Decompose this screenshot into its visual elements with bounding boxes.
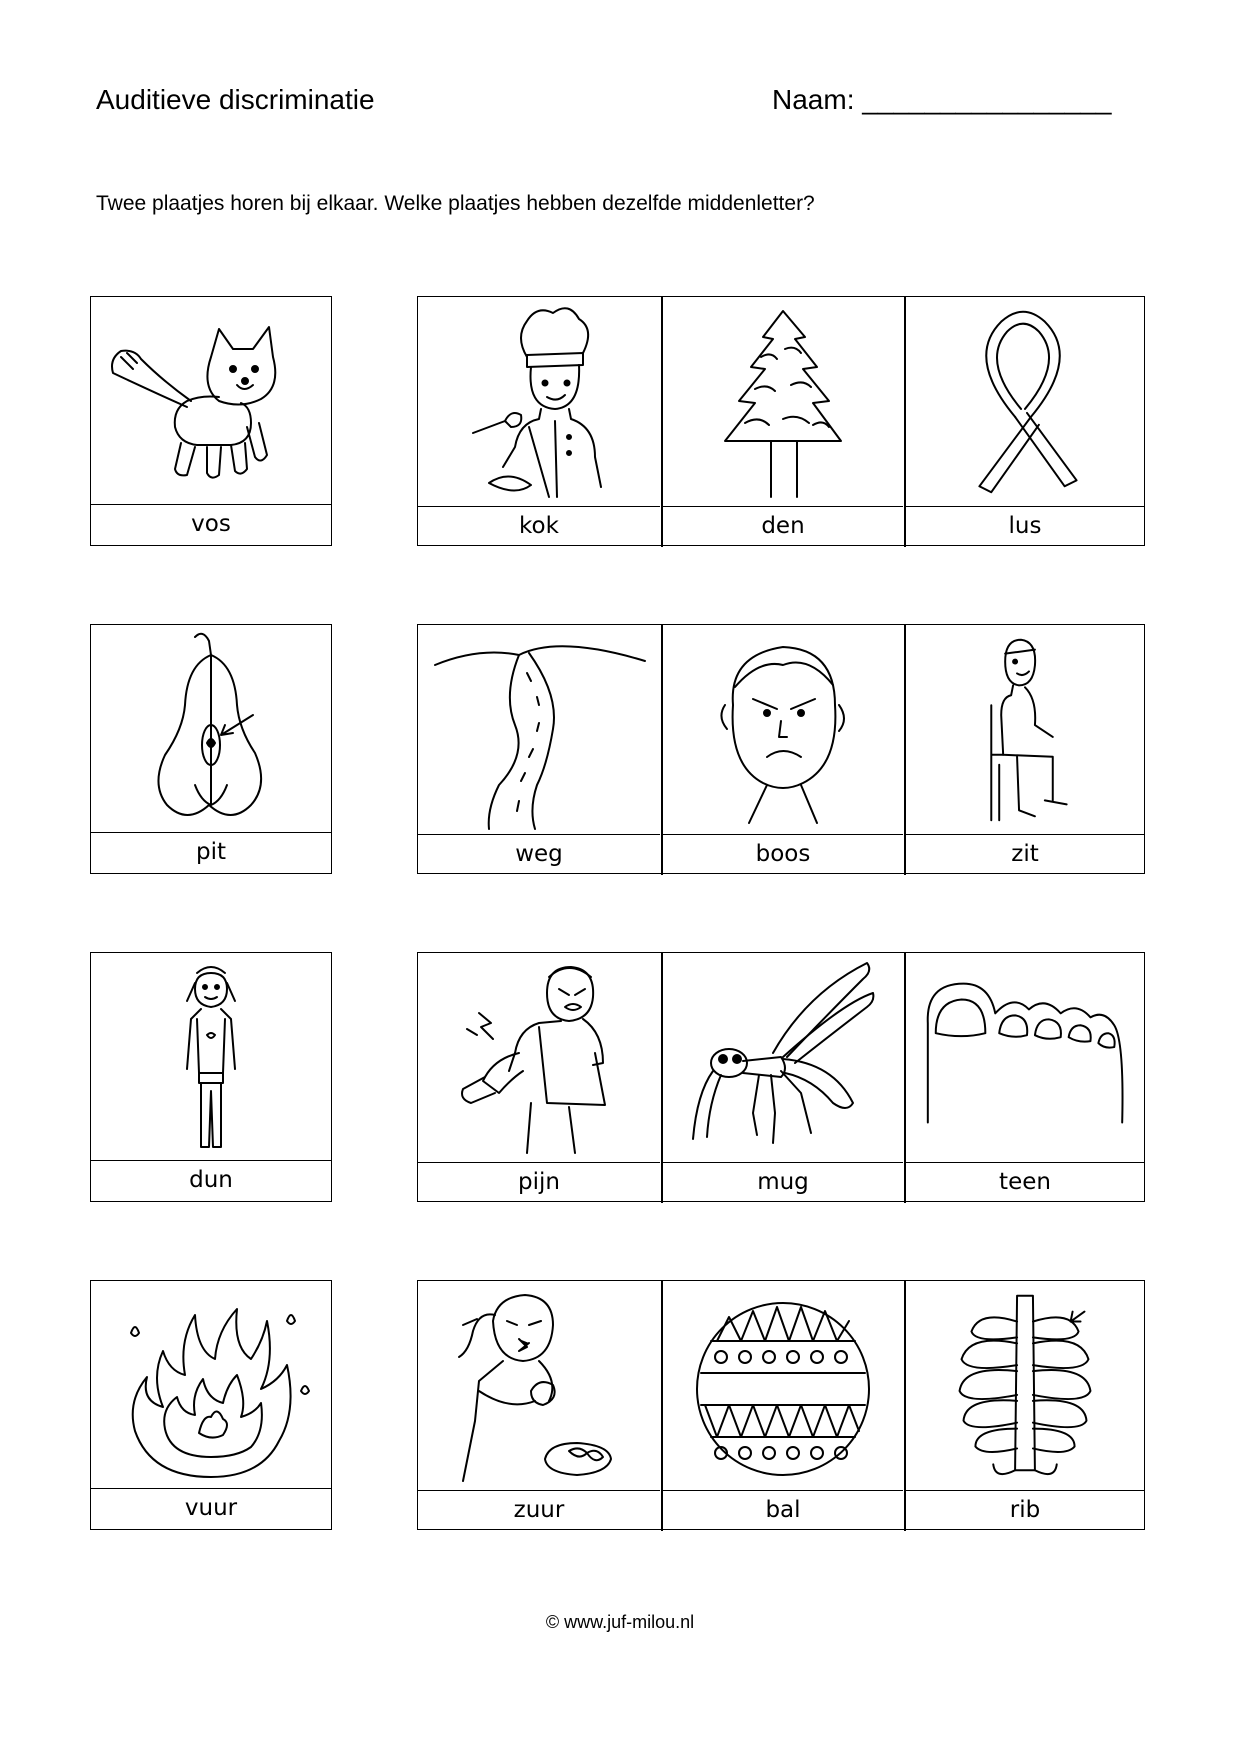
option-card[interactable] bbox=[661, 297, 903, 547]
option-card[interactable] bbox=[904, 625, 1144, 875]
option-card[interactable] bbox=[418, 625, 660, 875]
ball-icon bbox=[663, 1281, 903, 1489]
word-label: rib bbox=[906, 1490, 1144, 1531]
chef-icon bbox=[418, 297, 660, 505]
sour-face-girl-icon bbox=[418, 1281, 660, 1489]
exercise-row bbox=[0, 952, 1240, 1204]
word-label: lus bbox=[906, 506, 1144, 547]
pear-seed-icon bbox=[91, 625, 331, 833]
option-card[interactable] bbox=[661, 1281, 903, 1531]
option-card[interactable] bbox=[418, 297, 660, 547]
option-card[interactable] bbox=[661, 625, 903, 875]
word-label: den bbox=[663, 506, 903, 547]
boy-in-pain-icon bbox=[418, 953, 660, 1161]
worksheet-title: Auditieve discriminatie bbox=[96, 84, 375, 115]
target-card[interactable] bbox=[90, 296, 332, 546]
option-card[interactable] bbox=[418, 953, 660, 1203]
word-label: boos bbox=[663, 834, 903, 875]
sitting-person-icon bbox=[906, 625, 1144, 833]
option-card[interactable] bbox=[904, 1281, 1144, 1531]
word-label: weg bbox=[418, 834, 660, 875]
word-label: mug bbox=[663, 1162, 903, 1203]
pine-tree-icon bbox=[663, 297, 903, 505]
option-group bbox=[417, 296, 1145, 546]
option-card[interactable] bbox=[904, 297, 1144, 547]
toes-icon bbox=[906, 953, 1144, 1161]
word-label: pijn bbox=[418, 1162, 660, 1203]
option-card[interactable] bbox=[661, 953, 903, 1203]
word-label: dun bbox=[91, 1160, 331, 1201]
word-label: bal bbox=[663, 1490, 903, 1531]
fire-icon bbox=[91, 1281, 331, 1489]
exercise-row bbox=[0, 1280, 1240, 1532]
road-icon bbox=[418, 625, 660, 833]
mosquito-icon bbox=[663, 953, 903, 1161]
option-group bbox=[417, 1280, 1145, 1530]
word-label: vos bbox=[91, 504, 331, 545]
target-card[interactable] bbox=[90, 624, 332, 874]
option-card[interactable] bbox=[418, 1281, 660, 1531]
angry-face-icon bbox=[663, 625, 903, 833]
ribcage-icon bbox=[906, 1281, 1144, 1489]
loop-icon bbox=[906, 297, 1144, 505]
word-label: zuur bbox=[418, 1490, 660, 1531]
exercise-row bbox=[0, 296, 1240, 548]
name-field[interactable]: Naam: ________________ bbox=[772, 84, 1112, 115]
option-group bbox=[417, 952, 1145, 1202]
option-card[interactable] bbox=[904, 953, 1144, 1203]
word-label: kok bbox=[418, 506, 660, 547]
word-label: zit bbox=[906, 834, 1144, 875]
fox-icon bbox=[91, 297, 331, 505]
word-label: pit bbox=[91, 832, 331, 873]
target-card[interactable] bbox=[90, 952, 332, 1202]
exercise-row bbox=[0, 624, 1240, 876]
instruction-text: Twee plaatjes horen bij elkaar. Welke plaatjes hebben dezelfde middenletter? bbox=[96, 192, 815, 215]
thin-girl-icon bbox=[91, 953, 331, 1161]
word-label: teen bbox=[906, 1162, 1144, 1203]
copyright-footer: © www.juf-milou.nl bbox=[545, 1612, 695, 1632]
word-label: vuur bbox=[91, 1488, 331, 1529]
option-group bbox=[417, 624, 1145, 874]
target-card[interactable] bbox=[90, 1280, 332, 1530]
